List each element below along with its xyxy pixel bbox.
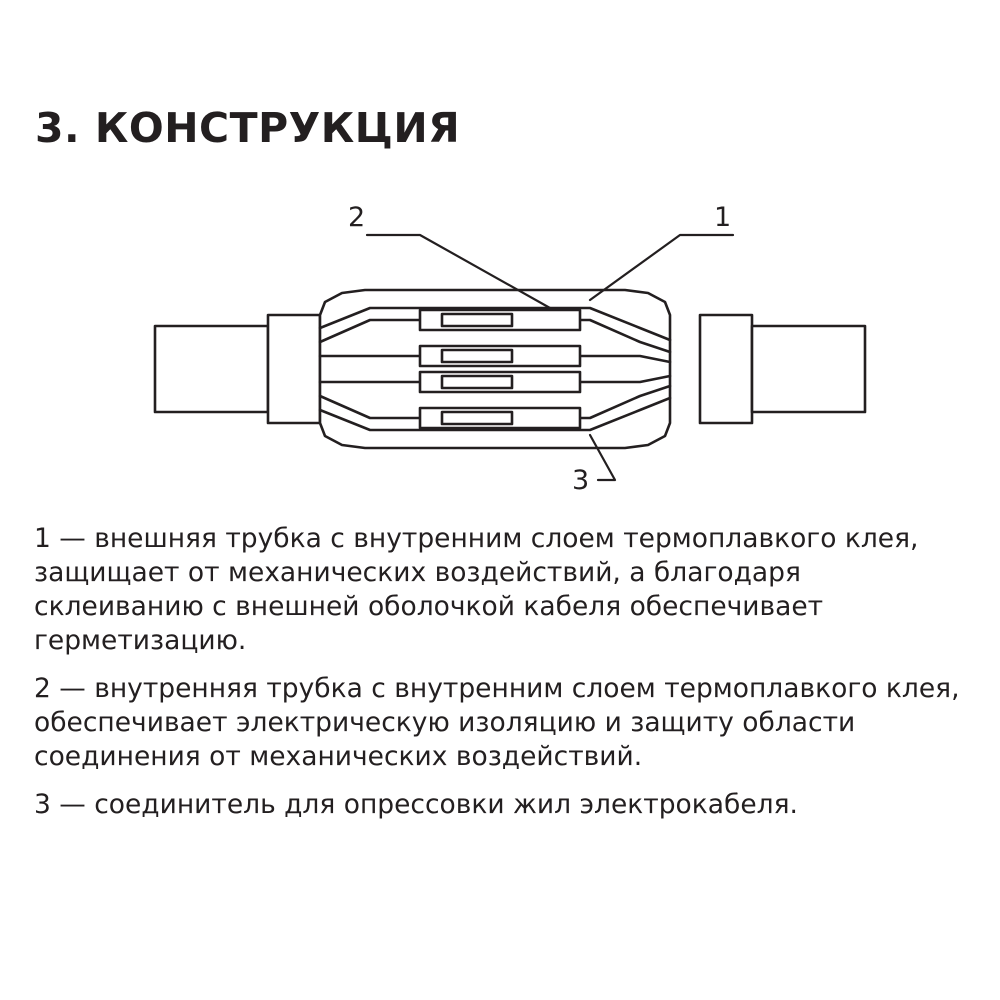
callout-label-3: 3 <box>572 465 590 496</box>
legend-item-1: 1 — внешняя трубка с внутренним слоем термоплавкого клея, защищает от механических воздействий, а благодаря склеиванию с внешней оболочкой кабеля обеспечивает герметизацию. <box>34 523 919 656</box>
page-title: 3. КОНСТРУКЦИЯ <box>35 104 461 152</box>
right-cable <box>700 315 865 423</box>
legend-item-3: 3 — соединитель для опрессовки жил электрокабеля. <box>34 789 798 820</box>
legend-block <box>34 522 964 822</box>
construction-diagram <box>120 180 900 510</box>
callout-label-2: 2 <box>348 202 366 233</box>
cable-joint-svg <box>120 180 900 510</box>
left-cable <box>155 315 320 423</box>
legend-item-2: 2 — внутренняя трубка с внутренним слоем термоплавкого клея, обеспечивает электрическую изоляцию и защиту области соединения от механических воздействий. <box>34 673 960 772</box>
callout-label-1: 1 <box>714 202 732 233</box>
